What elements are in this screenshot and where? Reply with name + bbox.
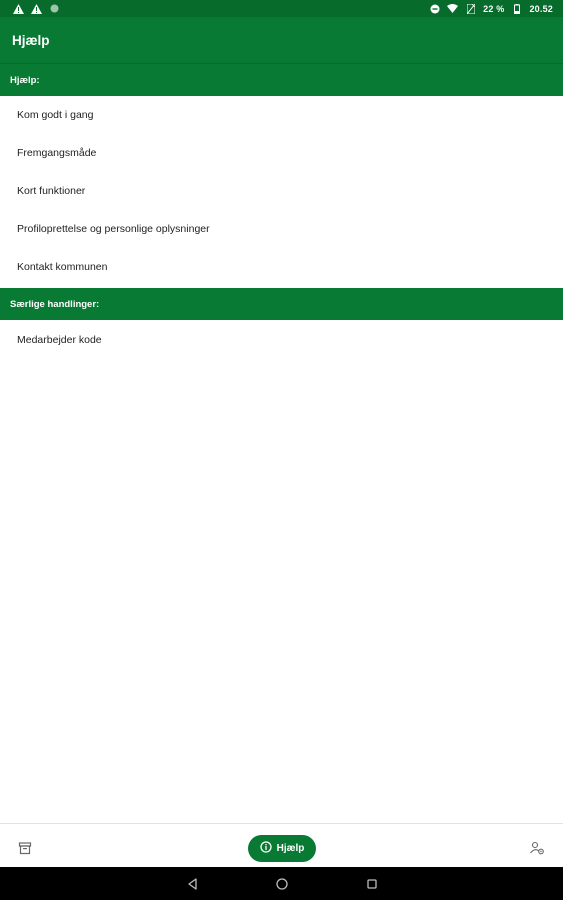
section-header-special: Særlige handlinger: bbox=[0, 288, 563, 320]
battery-icon bbox=[511, 3, 522, 14]
list-item-get-started[interactable]: Kom godt i gang bbox=[17, 109, 94, 121]
list-item-contact-municipality[interactable]: Kontakt kommunen bbox=[17, 261, 108, 273]
bottom-bar bbox=[0, 823, 563, 867]
help-button-label: Hjælp bbox=[276, 843, 305, 854]
warning-icon bbox=[13, 3, 24, 14]
page-title: Hjælp bbox=[12, 32, 50, 48]
recents-icon[interactable] bbox=[365, 877, 379, 891]
no-sim-icon bbox=[465, 3, 476, 14]
battery-percent: 22 % bbox=[483, 3, 505, 14]
list-item-profile[interactable]: Profiloprettelse og personlige oplysninger bbox=[17, 223, 210, 235]
list-item-procedure[interactable]: Fremgangsmåde bbox=[17, 147, 97, 159]
minus-circle-icon bbox=[429, 3, 440, 14]
user-settings-icon[interactable] bbox=[529, 841, 545, 855]
status-bar-right bbox=[429, 3, 553, 14]
system-nav-bar bbox=[0, 867, 563, 900]
wifi-icon bbox=[447, 3, 458, 14]
back-icon[interactable] bbox=[186, 877, 200, 891]
status-bar bbox=[0, 0, 563, 17]
home-icon[interactable] bbox=[275, 877, 289, 891]
section-header-help: Hjælp: bbox=[0, 64, 563, 96]
app-bar bbox=[0, 17, 563, 63]
list-item-map-functions[interactable]: Kort funktioner bbox=[17, 185, 86, 197]
circle-icon bbox=[49, 3, 60, 14]
archive-icon[interactable] bbox=[18, 841, 32, 855]
info-icon bbox=[260, 841, 272, 856]
list-item-employee-code[interactable]: Medarbejder kode bbox=[17, 334, 102, 346]
status-bar-left bbox=[13, 3, 60, 14]
warning-icon bbox=[31, 3, 42, 14]
help-button[interactable] bbox=[248, 835, 316, 862]
clock: 20.52 bbox=[529, 3, 553, 14]
